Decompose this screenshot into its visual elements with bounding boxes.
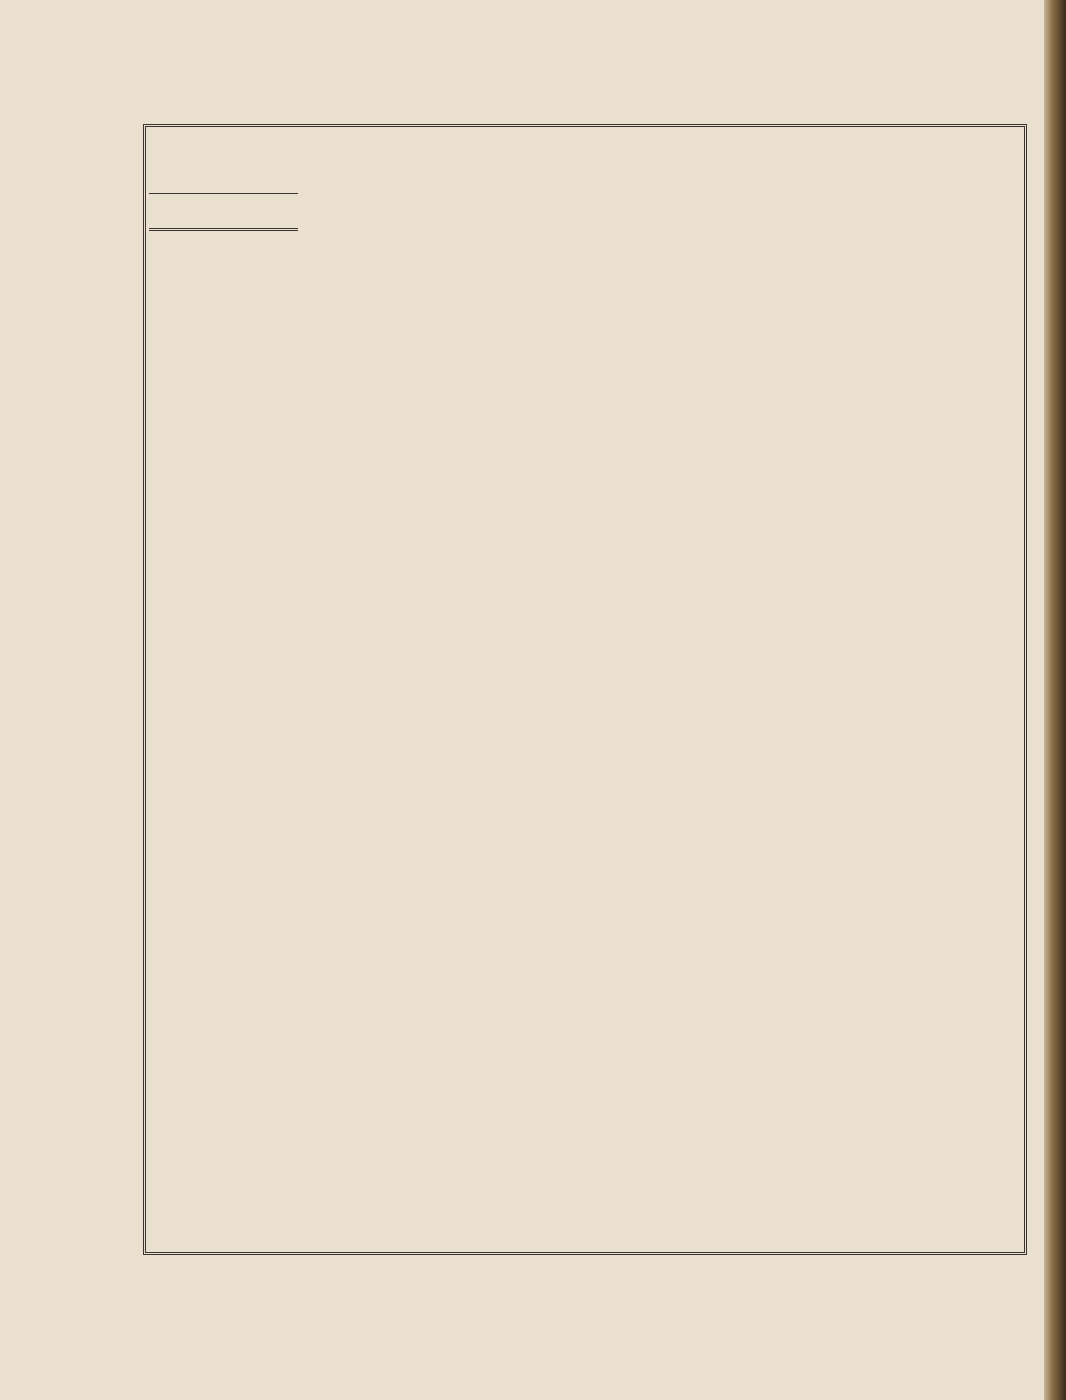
table-frame bbox=[143, 124, 1027, 1255]
header-row bbox=[149, 194, 1021, 230]
header-dias bbox=[149, 194, 298, 230]
book-spine-shadow bbox=[1044, 0, 1066, 1400]
hourly-values-table bbox=[149, 193, 1021, 231]
